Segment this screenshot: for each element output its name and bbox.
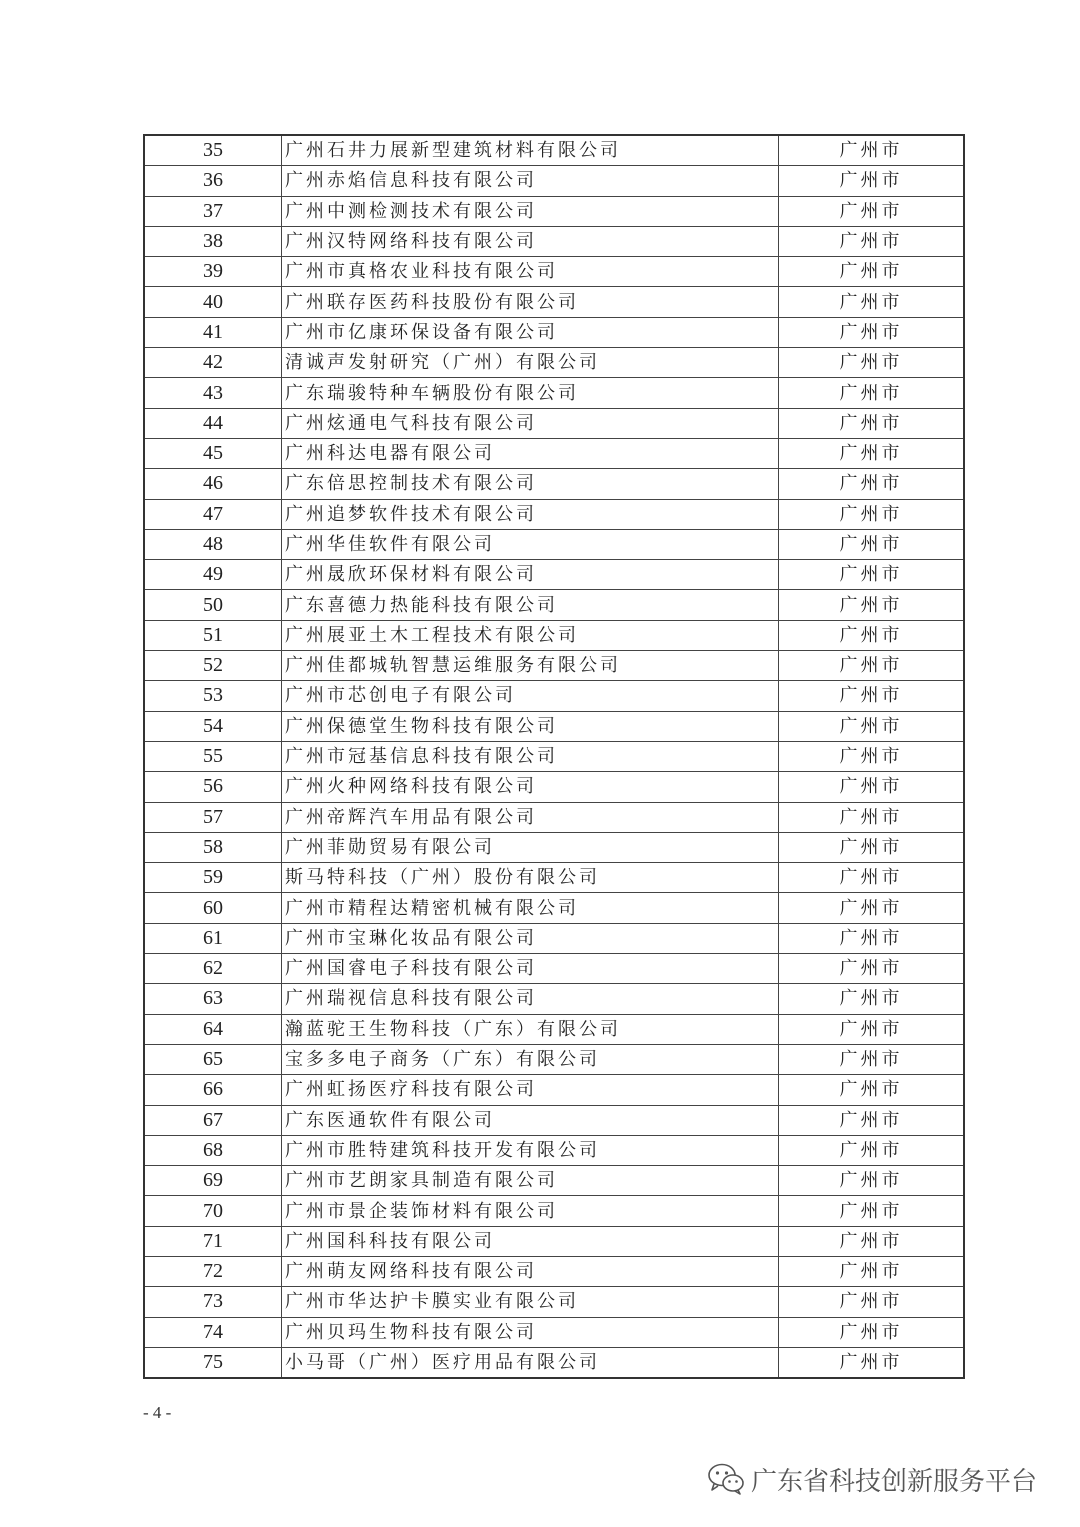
- row-number-cell: 58: [144, 832, 282, 862]
- company-name-cell: 广州市景企装饰材料有限公司: [282, 1196, 779, 1226]
- city-cell: 广州市: [779, 1105, 965, 1135]
- row-number-cell: 64: [144, 1014, 282, 1044]
- city-cell: 广州市: [779, 1075, 965, 1105]
- company-name-cell: 广东喜德力热能科技有限公司: [282, 590, 779, 620]
- company-name-cell: 广州晟欣环保材料有限公司: [282, 560, 779, 590]
- city-cell: 广州市: [779, 893, 965, 923]
- table-row: [144, 863, 964, 893]
- row-number-cell: 57: [144, 802, 282, 832]
- row-number-cell: 44: [144, 408, 282, 438]
- table-row: [144, 226, 964, 256]
- city-cell: 广州市: [779, 984, 965, 1014]
- company-name-cell: 广州展亚土木工程技术有限公司: [282, 620, 779, 650]
- company-name-cell: 广州市华达护卡膜实业有限公司: [282, 1287, 779, 1317]
- company-list-table: [143, 134, 965, 1379]
- row-number-cell: 65: [144, 1044, 282, 1074]
- table-row: [144, 499, 964, 529]
- table-row: [144, 923, 964, 953]
- city-cell: 广州市: [779, 923, 965, 953]
- table-row: [144, 317, 964, 347]
- city-cell: 广州市: [779, 317, 965, 347]
- city-cell: 广州市: [779, 1226, 965, 1256]
- company-name-cell: 广州市艺朗家具制造有限公司: [282, 1166, 779, 1196]
- table-row: [144, 287, 964, 317]
- company-name-cell: 广州市芯创电子有限公司: [282, 681, 779, 711]
- company-name-cell: 广州华佳软件有限公司: [282, 529, 779, 559]
- company-name-cell: 广州国科科技有限公司: [282, 1226, 779, 1256]
- table-row: [144, 651, 964, 681]
- company-name-cell: 瀚蓝驼王生物科技（广东）有限公司: [282, 1014, 779, 1044]
- company-name-cell: 广州市宝琳化妆品有限公司: [282, 923, 779, 953]
- row-number-cell: 59: [144, 863, 282, 893]
- city-cell: 广州市: [779, 560, 965, 590]
- row-number-cell: 42: [144, 348, 282, 378]
- company-name-cell: 斯马特科技（广州）股份有限公司: [282, 863, 779, 893]
- row-number-cell: 74: [144, 1317, 282, 1347]
- city-cell: 广州市: [779, 499, 965, 529]
- row-number-cell: 73: [144, 1287, 282, 1317]
- city-cell: 广州市: [779, 1135, 965, 1165]
- row-number-cell: 68: [144, 1135, 282, 1165]
- company-name-cell: 广州科达电器有限公司: [282, 438, 779, 468]
- table-row: [144, 590, 964, 620]
- city-cell: 广州市: [779, 226, 965, 256]
- company-name-cell: 广州市真格农业科技有限公司: [282, 257, 779, 287]
- table-row: [144, 257, 964, 287]
- company-name-cell: 广州萌友网络科技有限公司: [282, 1256, 779, 1286]
- table-row: [144, 469, 964, 499]
- city-cell: 广州市: [779, 1196, 965, 1226]
- table-row: [144, 1317, 964, 1347]
- city-cell: 广州市: [779, 590, 965, 620]
- city-cell: 广州市: [779, 863, 965, 893]
- company-name-cell: 广州菲勋贸易有限公司: [282, 832, 779, 862]
- city-cell: 广州市: [779, 438, 965, 468]
- row-number-cell: 56: [144, 772, 282, 802]
- company-name-cell: 广州瑞视信息科技有限公司: [282, 984, 779, 1014]
- row-number-cell: 45: [144, 438, 282, 468]
- table-row: [144, 1196, 964, 1226]
- row-number-cell: 51: [144, 620, 282, 650]
- company-name-cell: 广州市胜特建筑科技开发有限公司: [282, 1135, 779, 1165]
- city-cell: 广州市: [779, 1166, 965, 1196]
- company-name-cell: 广东倍思控制技术有限公司: [282, 469, 779, 499]
- row-number-cell: 38: [144, 226, 282, 256]
- city-cell: 广州市: [779, 802, 965, 832]
- city-cell: 广州市: [779, 348, 965, 378]
- city-cell: 广州市: [779, 1044, 965, 1074]
- company-name-cell: 广州帝辉汽车用品有限公司: [282, 802, 779, 832]
- watermark: [707, 1459, 1037, 1499]
- company-name-cell: 广州追梦软件技术有限公司: [282, 499, 779, 529]
- city-cell: 广州市: [779, 469, 965, 499]
- city-cell: 广州市: [779, 378, 965, 408]
- company-name-cell: 广州贝玛生物科技有限公司: [282, 1317, 779, 1347]
- row-number-cell: 53: [144, 681, 282, 711]
- row-number-cell: 75: [144, 1347, 282, 1378]
- row-number-cell: 48: [144, 529, 282, 559]
- company-name-cell: 广州汉特网络科技有限公司: [282, 226, 779, 256]
- row-number-cell: 54: [144, 711, 282, 741]
- row-number-cell: 43: [144, 378, 282, 408]
- table-row: [144, 1044, 964, 1074]
- city-cell: 广州市: [779, 954, 965, 984]
- table-row: [144, 1347, 964, 1378]
- table-body: [144, 135, 964, 1378]
- row-number-cell: 61: [144, 923, 282, 953]
- row-number-cell: 46: [144, 469, 282, 499]
- table-row: [144, 1287, 964, 1317]
- company-name-cell: 广州赤焰信息科技有限公司: [282, 166, 779, 196]
- watermark-text: 广东省科技创新服务平台: [751, 1466, 1038, 1497]
- table-row: [144, 1075, 964, 1105]
- city-cell: 广州市: [779, 711, 965, 741]
- city-cell: 广州市: [779, 135, 965, 166]
- table-row: [144, 1166, 964, 1196]
- row-number-cell: 62: [144, 954, 282, 984]
- table-row: [144, 529, 964, 559]
- row-number-cell: 39: [144, 257, 282, 287]
- table-row: [144, 560, 964, 590]
- table-row: [144, 135, 964, 166]
- city-cell: 广州市: [779, 681, 965, 711]
- row-number-cell: 69: [144, 1166, 282, 1196]
- city-cell: 广州市: [779, 1347, 965, 1378]
- table-row: [144, 772, 964, 802]
- company-name-cell: 广东医通软件有限公司: [282, 1105, 779, 1135]
- company-name-cell: 广州保德堂生物科技有限公司: [282, 711, 779, 741]
- company-name-cell: 广州佳都城轨智慧运维服务有限公司: [282, 651, 779, 681]
- table-row: [144, 1135, 964, 1165]
- table-row: [144, 166, 964, 196]
- company-name-cell: 广州石井力展新型建筑材料有限公司: [282, 135, 779, 166]
- row-number-cell: 47: [144, 499, 282, 529]
- company-name-cell: 广州市精程达精密机械有限公司: [282, 893, 779, 923]
- table-row: [144, 1226, 964, 1256]
- row-number-cell: 52: [144, 651, 282, 681]
- table-row: [144, 832, 964, 862]
- city-cell: 广州市: [779, 287, 965, 317]
- company-name-cell: 广东瑞骏特种车辆股份有限公司: [282, 378, 779, 408]
- city-cell: 广州市: [779, 166, 965, 196]
- table-row: [144, 378, 964, 408]
- city-cell: 广州市: [779, 651, 965, 681]
- city-cell: 广州市: [779, 408, 965, 438]
- table-row: [144, 893, 964, 923]
- city-cell: 广州市: [779, 620, 965, 650]
- company-name-cell: 广州炫通电气科技有限公司: [282, 408, 779, 438]
- table-row: [144, 1105, 964, 1135]
- row-number-cell: 66: [144, 1075, 282, 1105]
- table-row: [144, 348, 964, 378]
- row-number-cell: 41: [144, 317, 282, 347]
- company-name-cell: 广州火种网络科技有限公司: [282, 772, 779, 802]
- table-row: [144, 196, 964, 226]
- company-name-cell: 广州国睿电子科技有限公司: [282, 954, 779, 984]
- table-row: [144, 984, 964, 1014]
- row-number-cell: 49: [144, 560, 282, 590]
- city-cell: 广州市: [779, 1256, 965, 1286]
- company-name-cell: 广州市冠基信息科技有限公司: [282, 741, 779, 771]
- table-row: [144, 681, 964, 711]
- row-number-cell: 72: [144, 1256, 282, 1286]
- row-number-cell: 67: [144, 1105, 282, 1135]
- city-cell: 广州市: [779, 832, 965, 862]
- table-row: [144, 438, 964, 468]
- table-row: [144, 711, 964, 741]
- row-number-cell: 63: [144, 984, 282, 1014]
- city-cell: 广州市: [779, 772, 965, 802]
- row-number-cell: 70: [144, 1196, 282, 1226]
- table-row: [144, 620, 964, 650]
- row-number-cell: 71: [144, 1226, 282, 1256]
- city-cell: 广州市: [779, 1317, 965, 1347]
- company-name-cell: 广州市亿康环保设备有限公司: [282, 317, 779, 347]
- page-number: - 4 -: [143, 1403, 172, 1422]
- row-number-cell: 37: [144, 196, 282, 226]
- company-name-cell: 广州联存医药科技股份有限公司: [282, 287, 779, 317]
- row-number-cell: 35: [144, 135, 282, 166]
- table-row: [144, 408, 964, 438]
- row-number-cell: 36: [144, 166, 282, 196]
- company-name-cell: 宝多多电子商务（广东）有限公司: [282, 1044, 779, 1074]
- company-name-cell: 广州中测检测技术有限公司: [282, 196, 779, 226]
- city-cell: 广州市: [779, 1287, 965, 1317]
- table-row: [144, 1256, 964, 1286]
- city-cell: 广州市: [779, 257, 965, 287]
- city-cell: 广州市: [779, 1014, 965, 1044]
- table-row: [144, 954, 964, 984]
- row-number-cell: 55: [144, 741, 282, 771]
- city-cell: 广州市: [779, 196, 965, 226]
- table-row: [144, 741, 964, 771]
- row-number-cell: 50: [144, 590, 282, 620]
- company-name-cell: 清诚声发射研究（广州）有限公司: [282, 348, 779, 378]
- row-number-cell: 40: [144, 287, 282, 317]
- company-name-cell: 小马哥（广州）医疗用品有限公司: [282, 1347, 779, 1378]
- company-name-cell: 广州虹扬医疗科技有限公司: [282, 1075, 779, 1105]
- city-cell: 广州市: [779, 741, 965, 771]
- table-row: [144, 1014, 964, 1044]
- table-row: [144, 802, 964, 832]
- wechat-icon: [707, 1462, 745, 1496]
- row-number-cell: 60: [144, 893, 282, 923]
- city-cell: 广州市: [779, 529, 965, 559]
